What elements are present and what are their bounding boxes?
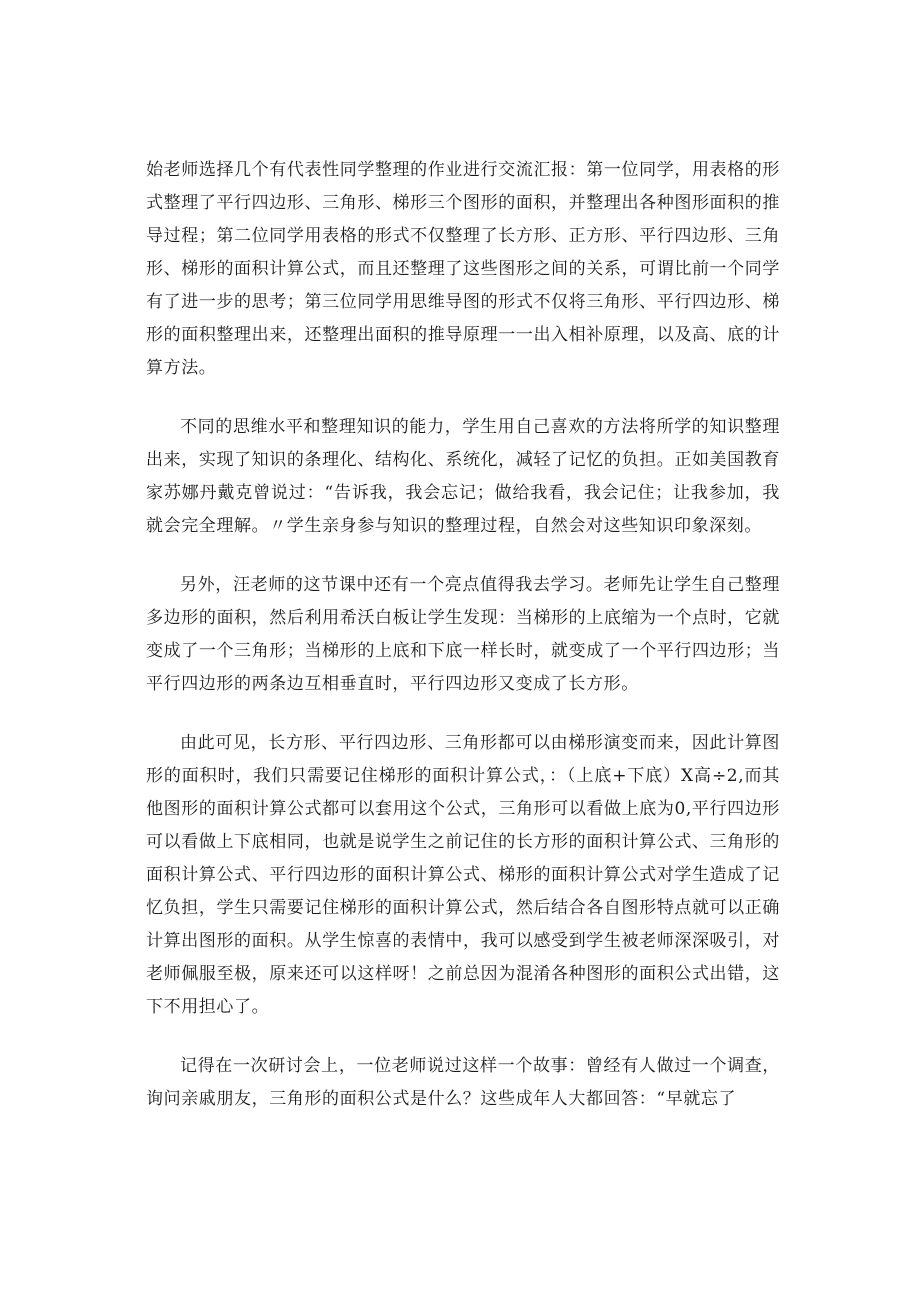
paragraph-2: 不同的思维水平和整理知识的能力，学生用自己喜欢的方法将所学的知识整理出来，实现了知识的条理化、结构化、系统化，减轻了记忆的负担。正如美国教育家苏娜丹戴克曾说过：“告诉我，我会忘记；做给我看，我会记住；让我参加，我就会完全理解。〃学生亲身参与知识的整理过程，自然会对这些知识印象深刻。 [146, 417, 780, 536]
paragraph-5: 记得在一次研讨会上，一位老师说过这样一个故事：曾经有人做过一个调查，询问亲戚朋友，三角形的面积公式是什么？这些成年人大都回答：“早就忘了 [146, 1056, 780, 1109]
paragraph-3: 另外，汪老师的这节课中还有一个亮点值得我去学习。老师先让学生自己整理多边形的面积，然后利用希沃白板让学生发现：当梯形的上底缩为一个点时，它就变成了一个三角形；当梯形的上底和下底一样长时，就变成了一个平行四边形；当平行四边形的两条边互相垂直时，平行四边形又变成了长方形。 [146, 575, 780, 694]
document-body [146, 154, 780, 1142]
paragraph-4: 由此可见，长方形、平行四边形、三角形都可以由梯形演变而来，因此计算图形的面积时，我们只需要记住梯形的面积计算公式，：（上底+下底）X高÷2,而其他图形的面积计算公式都可以套用这个公式，三角形可以看做上底为0,平行四边形可以看做上下底相同，也就是说学生之前记住的长方形的面积计算公式、三角形的面积计算公式、平行四边形的面积计算公式、梯形的面积计算公式对学生造成了记忆负担，学生只需要记住梯形的面积计算公式，然后结合各自图形特点就可以正确计算出图形的面积。从学生惊喜的表情中，我可以感受到学生被老师深深吸引，对老师佩服至极，原来还可以这样呀！之前总因为混淆各种图形的面积公式出错，这下不用担心了。 [146, 733, 780, 1017]
paragraph-1: 始老师选择几个有代表性同学整理的作业进行交流汇报：第一位同学，用表格的形式整理了平行四边形、三角形、梯形三个图形的面积，并整理出各种图形面积的推导过程；第二位同学用表格的形式不仅整理了长方形、正方形、平行四边形、三角形、梯形的面积计算公式，而且还整理了这些图形之间的关系，可谓比前一个同学有了进一步的思考；第三位同学用思维导图的形式不仅将三角形、平行四边形、梯形的面积整理出来，还整理出面积的推导原理一一出入相补原理，以及高、底的计算方法。 [146, 160, 780, 378]
